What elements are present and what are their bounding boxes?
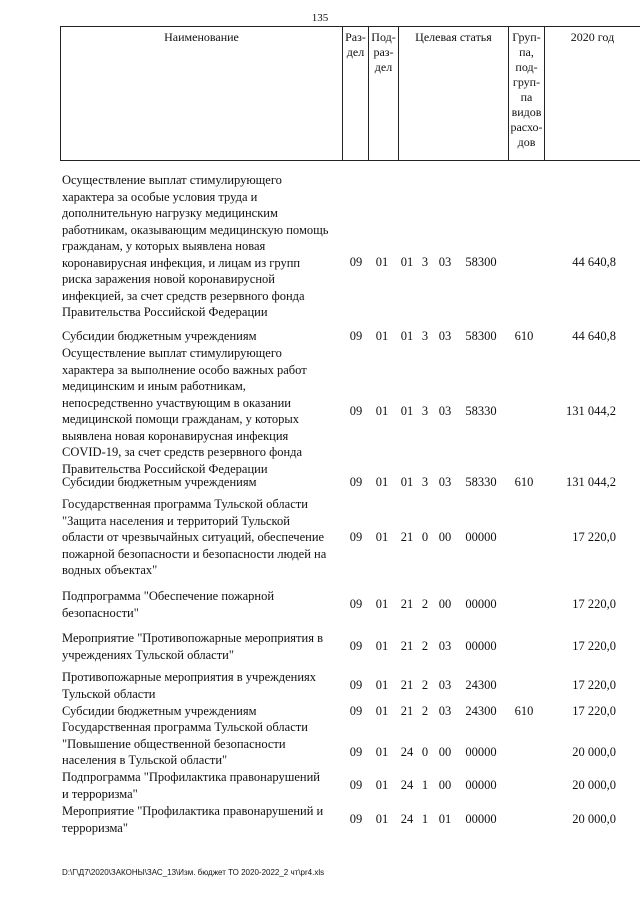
razdel-cell: 09: [349, 530, 363, 544]
razdel-cell: 09: [349, 475, 363, 489]
program-code-cell: 21: [400, 530, 414, 544]
amount-cell: 131 044,2: [566, 475, 616, 489]
amount-cell: 44 640,8: [572, 255, 616, 269]
program-code-cell: 21: [400, 639, 414, 653]
subprogram-code-cell: 2: [421, 597, 429, 611]
header-vid: Груп- па, под- груп- па видов расхо- дов: [509, 27, 545, 161]
row-name: Подпрограмма "Обеспечение пожарной безопасности": [62, 589, 275, 620]
row-name: Государственная программа Тульской области "Повышение общественной безопасности населения в Тульской области": [62, 720, 308, 767]
razdel-cell: 09: [349, 778, 363, 792]
direction-code-cell: 24300: [465, 704, 497, 718]
direction-code-cell: 00000: [465, 597, 497, 611]
subprogram-code-cell: 1: [421, 812, 429, 826]
footer-path: D:\Г\Д7\2020\ЗАКОНЫ\ЗАС_13\Изм. бюджет ТО 2020-2022_2 чт\pr4.xls: [62, 868, 325, 877]
podrazdel-cell: 01: [375, 778, 389, 792]
razdel-cell: 09: [349, 639, 363, 653]
amount-cell: 17 220,0: [572, 678, 616, 692]
subprogram-code-cell: 3: [421, 255, 429, 269]
row-name: Подпрограмма "Профилактика правонарушений и терроризма": [62, 770, 320, 801]
direction-code-cell: 58300: [465, 255, 497, 269]
amount-cell: 17 220,0: [572, 597, 616, 611]
row-name: Противопожарные мероприятия в учреждениях Тульской области: [62, 670, 317, 701]
program-code-cell: 21: [400, 597, 414, 611]
program-code-cell: 01: [400, 329, 414, 343]
subprogram-code-cell: 2: [421, 639, 429, 653]
subprogram-code-cell: 3: [421, 329, 429, 343]
event-code-cell: 03: [438, 704, 452, 718]
row-name: Субсидии бюджетным учреждениям: [62, 475, 257, 489]
razdel-cell: 09: [349, 329, 363, 343]
event-code-cell: 00: [438, 597, 452, 611]
subprogram-code-cell: 2: [421, 678, 429, 692]
direction-code-cell: 24300: [465, 678, 497, 692]
amount-cell: 44 640,8: [572, 329, 616, 343]
program-code-cell: 24: [400, 778, 414, 792]
razdel-cell: 09: [349, 678, 363, 692]
podrazdel-cell: 01: [375, 704, 389, 718]
row-name: Государственная программа Тульской области "Защита населения и территорий Тульской области от чрезвычайных ситуаций, обеспечение пожарной безопасности и безопасности людей на водных объектах": [62, 497, 327, 577]
podrazdel-cell: 01: [375, 639, 389, 653]
row-name: Мероприятие "Противопожарные мероприятия в учреждениях Тульской области": [62, 631, 323, 662]
razdel-cell: 09: [349, 745, 363, 759]
direction-code-cell: 00000: [465, 639, 497, 653]
amount-cell: 17 220,0: [572, 704, 616, 718]
event-code-cell: 03: [438, 475, 452, 489]
header-year: 2020 год: [545, 27, 640, 161]
header-name: Наименование: [61, 27, 343, 161]
program-code-cell: 21: [400, 678, 414, 692]
program-code-cell: 21: [400, 704, 414, 718]
program-code-cell: 24: [400, 745, 414, 759]
header-podrazdel: Под- раз- дел: [369, 27, 399, 161]
razdel-cell: 09: [349, 812, 363, 826]
amount-cell: 17 220,0: [572, 530, 616, 544]
row-name: Субсидии бюджетным учреждениям: [62, 704, 257, 718]
table-header: [60, 26, 640, 161]
podrazdel-cell: 01: [375, 530, 389, 544]
podrazdel-cell: 01: [375, 255, 389, 269]
subprogram-code-cell: 0: [421, 530, 429, 544]
event-code-cell: 03: [438, 329, 452, 343]
razdel-cell: 09: [349, 704, 363, 718]
podrazdel-cell: 01: [375, 678, 389, 692]
program-code-cell: 01: [400, 404, 414, 418]
direction-code-cell: 58330: [465, 475, 497, 489]
event-code-cell: 00: [438, 530, 452, 544]
subprogram-code-cell: 0: [421, 745, 429, 759]
subprogram-code-cell: 3: [421, 475, 429, 489]
podrazdel-cell: 01: [375, 404, 389, 418]
row-name: Субсидии бюджетным учреждениям: [62, 329, 257, 343]
amount-cell: 131 044,2: [566, 404, 616, 418]
header-razdel: Раз- дел: [343, 27, 369, 161]
program-code-cell: 01: [400, 255, 414, 269]
podrazdel-cell: 01: [375, 597, 389, 611]
direction-code-cell: 58330: [465, 404, 497, 418]
event-code-cell: 03: [438, 404, 452, 418]
row-name: Мероприятие "Профилактика правонарушений и терроризма": [62, 804, 324, 835]
podrazdel-cell: 01: [375, 745, 389, 759]
amount-cell: 20 000,0: [572, 745, 616, 759]
event-code-cell: 00: [438, 778, 452, 792]
direction-code-cell: 00000: [465, 530, 497, 544]
row-name: Осуществление выплат стимулирующего характера за особые условия труда и дополнительную нагрузку медицинским работникам, оказывающим медицинскую помощь гражданам, у которых выявлена новая коронавирусная инфекция, и лицам из групп риска заражения новой коронавирусной инфекцией, за счет средств резервного фонда Правительства Российской Федерации: [62, 173, 329, 319]
razdel-cell: 09: [349, 255, 363, 269]
amount-cell: 17 220,0: [572, 639, 616, 653]
subprogram-code-cell: 1: [421, 778, 429, 792]
direction-code-cell: 00000: [465, 778, 497, 792]
direction-code-cell: 58300: [465, 329, 497, 343]
direction-code-cell: 00000: [465, 745, 497, 759]
subprogram-code-cell: 3: [421, 404, 429, 418]
event-code-cell: 03: [438, 639, 452, 653]
program-code-cell: 24: [400, 812, 414, 826]
podrazdel-cell: 01: [375, 475, 389, 489]
razdel-cell: 09: [349, 597, 363, 611]
amount-cell: 20 000,0: [572, 778, 616, 792]
subprogram-code-cell: 2: [421, 704, 429, 718]
amount-cell: 20 000,0: [572, 812, 616, 826]
page-number: 135: [311, 12, 329, 24]
row-name: Осуществление выплат стимулирующего характера за выполнение особо важных работ медицинским и иным работникам, непосредственно участвующим в оказании медицинской помощи гражданам, у которых выявлена новая коронавирусная инфекция COVID-19, за счет средств резервного фонда Правительства Российской Федерации: [62, 346, 307, 476]
event-code-cell: 01: [438, 812, 452, 826]
header-target: Целевая статья: [399, 27, 509, 161]
direction-code-cell: 00000: [465, 812, 497, 826]
podrazdel-cell: 01: [375, 329, 389, 343]
event-code-cell: 03: [438, 678, 452, 692]
podrazdel-cell: 01: [375, 812, 389, 826]
event-code-cell: 00: [438, 745, 452, 759]
expense-type-cell: 610: [514, 329, 534, 343]
expense-type-cell: 610: [514, 704, 534, 718]
razdel-cell: 09: [349, 404, 363, 418]
event-code-cell: 03: [438, 255, 452, 269]
expense-type-cell: 610: [514, 475, 534, 489]
program-code-cell: 01: [400, 475, 414, 489]
